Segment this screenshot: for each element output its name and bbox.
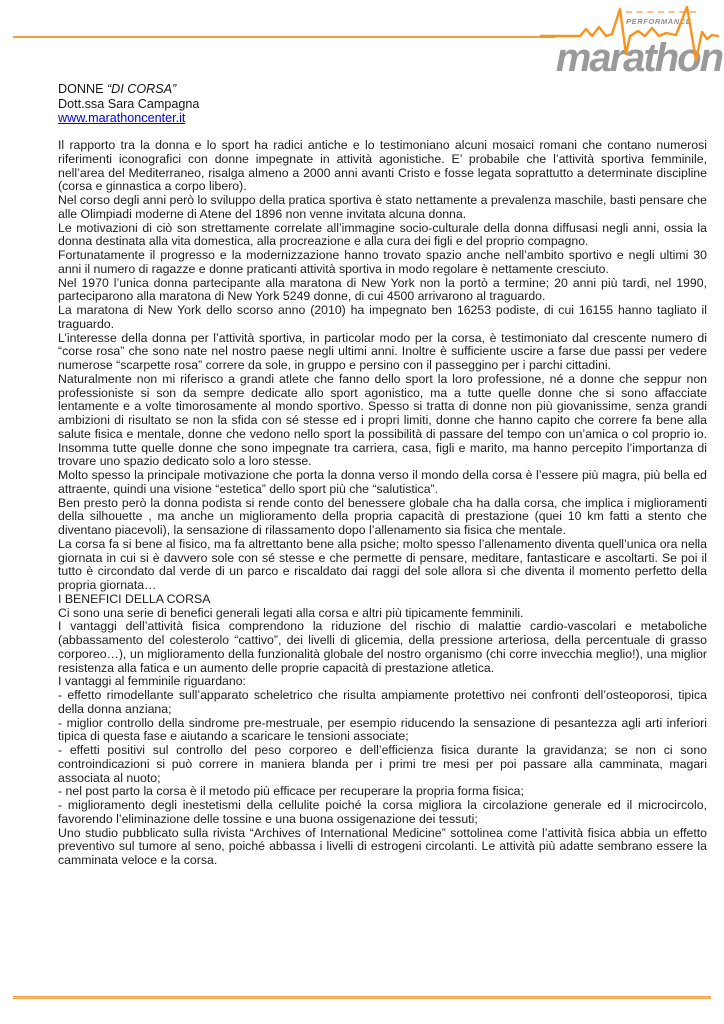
paragraph: - miglioramento degli inestetismi della cellulite poiché la corsa migliora la circolazione generale ed il microcircolo, favorendo l’eliminazione delle tossine e una buona ossigenazione dei tessuti; bbox=[58, 798, 707, 826]
paragraph: Uno studio pubblicato sulla rivista “Archives of International Medicine” sottolinea come l’attività fisica abbia un effetto preventivo sul tumore al seno, poiché abbassa i livelli di estrogeni circolanti. Le attività più adatte sembrano essere la camminata veloce e la corsa. bbox=[58, 825, 707, 867]
title-italic: “DI CORSA” bbox=[106, 82, 177, 96]
author-line: Dott.ssa Sara Campagna bbox=[58, 96, 200, 111]
paragraph: Nel 1970 l’unica donna partecipante alla maratona di New York non la portò a termine; 20 anni più tardi, nel 1990, parteciparono alla maratona di New York 5249 donne, di cui 4500 arrivarono al traguardo. bbox=[58, 275, 707, 304]
title-regular: DONNE bbox=[58, 82, 107, 96]
paragraph: I BENEFICI DELLA CORSA bbox=[58, 591, 211, 606]
paragraph: - miglior controllo della sindrome pre-mestruale, per esempio riducendo la sensazione di pesantezza agli arti inferiori tipica di questa fase e aiutando a scaricare le tensioni associate; bbox=[58, 715, 707, 744]
ekg-pulse-icon bbox=[540, 2, 724, 72]
paragraph: La maratona di New York dello scorso anno (2010) ha impegnato ben 16253 podiste, di cui 16155 hanno tagliato il traguardo. bbox=[58, 303, 707, 331]
paragraph: Fortunatamente il progresso e la modernizzazione hanno trovato spazio anche nell’ambito sportivo e negli ultimi 30 anni il numero di ragazze e donne praticanti attività sportiva in modo regolare è nettamente cresciuto. bbox=[58, 248, 707, 276]
paragraph: Naturalmente non mi riferisco a grandi atlete che fanno dello sport la loro professione, né a donne che seppur non professioniste si son da sempre dedicate allo sport agonistico, ma a tutte quelle donne che si sono affacciate lentamente e a volte timorosamente al mondo sportivo. Spesso si tratta di donne non più giovanissime, senza grandi ambizioni di risultato se non la sfida con sé stesse ed i propri limiti, donne che hanno capito che correre fa bene alla salute fisica e mentale, donne che vedono nello sport la possibilità di passare del tempo con un’amica o col proprio io. Insomma tutte quelle donne che sono impegnate tra carriera, casa, figli e marito, ma hanno percepito l’importanza di trovare uno spazio dedicato solo a loro stesse. bbox=[58, 371, 707, 469]
website-link[interactable]: www.marathoncenter.it bbox=[58, 111, 186, 126]
paragraph: L’interesse della donna per l’attività sportiva, in particolar modo per la corsa, è testimoniato dal crescente numero di “corse rosa” che sono nate nel nostro paese negli ultimi anni. Inoltre è sufficiente uscire a farse due passi per vedere numerose “scarpette rosa” correre da sole, in gruppo e persino con il passeggino per i parchi cittadini. bbox=[58, 330, 707, 372]
footer-rule bbox=[13, 996, 711, 999]
paragraph: La corsa fa si bene al fisico, ma fa altrettanto bene alla psiche; molto spesso l’allenamento diventa quell’unica ora nella giornata in cui si è davvero sole con sé stesse e che permette di pensare, meditare, fantasticare e ascoltarti. Se poi il tutto è circondato dal verde di un parco e riscaldato dai raggi del sole allora sì che diventa il momento perfetto della propria giornata… bbox=[58, 536, 707, 592]
page-title bbox=[58, 82, 199, 97]
paragraph: - effetto rimodellante sull’apparato scheletrico che risulta ampiamente protettivo nei confronti dell’osteoporosi, tipica della donna anziana; bbox=[58, 688, 707, 716]
paragraph: Ben presto però la donna podista si rende conto del benessere globale cha ha dalla corsa, che implica i miglioramenti della silhouette , ma anche un miglioramento della propria capacità di prestazione (quei 10 km fatti a stento che diventano piacevoli), la sensazione di rilassamento dopo l’allenamento sia fisica che mentale. bbox=[58, 495, 707, 537]
logo-brand-text: marathon bbox=[555, 36, 722, 80]
header-rule bbox=[13, 36, 555, 38]
paragraph: - effetti positivi sul controllo del peso corporeo e dell’efficienza fisica durante la gravidanza; se non ci sono controindicazioni si può correre in maniera blanda per i primi tre mesi per poi passare alla camminata, magari associata al nuoto; bbox=[58, 743, 707, 785]
paragraph: - nel post parto la corsa è il metodo più efficace per recuperare la propria forma fisica; bbox=[58, 784, 524, 799]
paragraph: I vantaggi dell’attività fisica comprendono la riduzione del rischio di malattie cardio-vascolari e metaboliche (abbassamento del colesterolo “cattivo”, dei livelli di glicemia, della pressione arteriosa, della percentuale di grasso corporeo…), un miglioramento della funzionalità globale del nostro organismo (chi corre invecchia meglio!), una miglior resistenza alla fatica e un aumento delle proprie capacità di prestazione atletica. bbox=[58, 619, 707, 675]
document-body bbox=[58, 139, 707, 868]
website-line bbox=[58, 111, 199, 126]
paragraph: Le motivazioni di ciò son strettamente correlate all’immagine socio-culturale della donna diffusasi negli anni, ossia la donna destinata alla vita domestica, alla procreazione e alla cura dei figli e del proprio compagno. bbox=[58, 220, 707, 249]
paragraph: Nel corso degli anni però lo sviluppo della pratica sportiva è stato nettamente a prevalenza maschile, basti pensare che alle Olimpiadi moderne di Atene del 1896 non venne invitata alcuna donna. bbox=[58, 193, 707, 221]
logo-tagline: PERFORMANCE bbox=[626, 17, 692, 26]
paragraph: Ci sono una serie di benefici generali legati alla corsa e altri più tipicamente femminili. bbox=[58, 605, 524, 620]
paragraph: Molto spesso la principale motivazione che porta la donna verso il mondo della corsa è l’essere più magra, più bella ed attraente, quindi una visione “estetica” dello sport più che “salutistica”. bbox=[58, 468, 707, 496]
paragraph: I vantaggi al femminile riguardano: bbox=[58, 674, 246, 689]
paragraph: Il rapporto tra la donna e lo sport ha radici antiche e lo testimoniano alcuni mosaici romani che contano numerosi riferimenti iconografici con donne impegnate in attività agonistiche. E’ probabile che l’attività sportiva femminile, nell’area del Mediterraneo, risalga almeno a 2000 anni avanti Cristo e fosse legata soprattutto a determinate discipline (corsa e ginnastica a corpo libero). bbox=[58, 138, 707, 194]
title-block bbox=[58, 82, 199, 126]
marathon-logo bbox=[540, 2, 724, 80]
